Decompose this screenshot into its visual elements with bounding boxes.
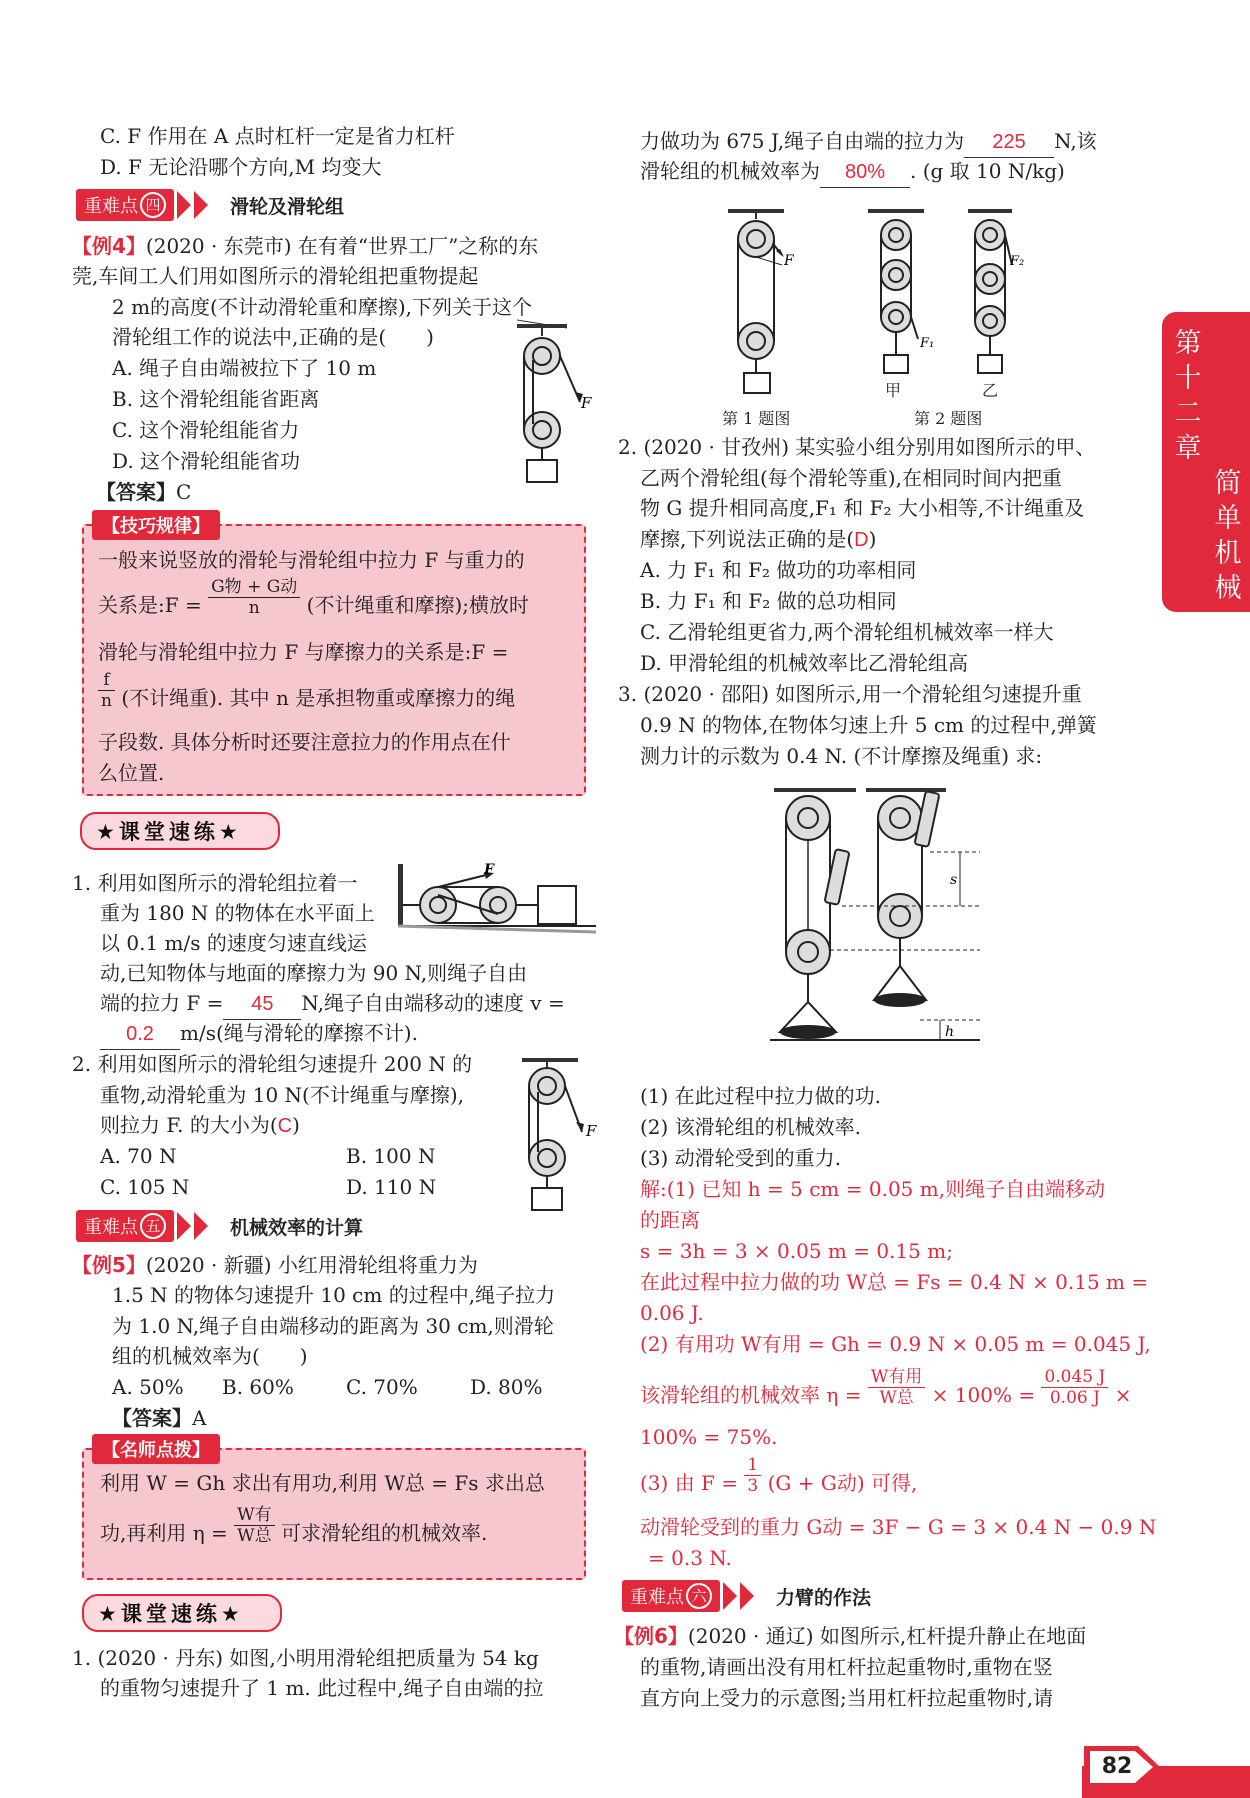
chevron-icon (177, 1212, 191, 1240)
tip1-line-2: 关系是:F = $\frac{\text{G物 + G动}}{n}$ (不计绳重和摩擦);横放时 (98, 577, 530, 618)
svg-text:F₂: F₂ (1010, 254, 1025, 269)
option-c-prev: C. F 作用在 A 点时杠杆一定是省力杠杆 (100, 124, 455, 148)
example-5-option-a: A. 50% (112, 1375, 184, 1399)
q2-option-b: B. 力 F₁ 和 F₂ 做的总功相同 (640, 589, 897, 613)
figure-caption-1: 第 1 题图 (722, 409, 791, 428)
example-5-line-2: 1.5 N 的物体匀速提升 10 cm 的过程中,绳子拉力 (112, 1283, 556, 1307)
p2-option-c: C. 105 N (100, 1175, 190, 1199)
p1-line-6: 0.2 m/s(绳与滑轮的摩擦不计). (100, 1018, 418, 1050)
example-5-line-1: 【例5】(2020 · 新疆) 小红用滑轮组将重力为 (72, 1253, 478, 1277)
section-tag: 重难点 四 (76, 189, 174, 221)
q2-line-4: 摩擦,下列说法正确的是(D) (640, 527, 877, 551)
pulley-figure-ex4 (505, 320, 595, 490)
sidebar-char: 单 (1214, 503, 1242, 534)
example-5-option-c: C. 70% (346, 1375, 418, 1399)
horizontal-pulley-figure (398, 860, 596, 940)
p1-line-3: 以 0.1 m/s 的速度匀速直线运 (100, 931, 367, 955)
chevron-icon (177, 191, 191, 219)
sidebar-char: 械 (1214, 573, 1242, 604)
example-5-option-d: D. 80% (470, 1375, 543, 1399)
example-5-option-b: B. 60% (222, 1375, 294, 1399)
q3-line-2: 0.9 N 的物体,在物体匀速上升 5 cm 的过程中,弹簧 (640, 713, 1097, 737)
page-number: 82 (1101, 1754, 1133, 1779)
q2-option-c: C. 乙滑轮组更省力,两个滑轮组机械效率一样大 (640, 620, 1054, 644)
sidebar-char: 章 (1174, 433, 1202, 464)
solution-line-5: 0.06 J. (640, 1301, 704, 1325)
p1-line-2: 重为 180 N 的物体在水平面上 (100, 901, 375, 925)
q3-ask-3: (3) 动滑轮受到的重力. (640, 1146, 842, 1170)
example-4-option-d: D. 这个滑轮组能省功 (112, 449, 301, 473)
tip2-line-2: 功,再利用 η = $\frac{\text{W有}}{\text{W总}}$ 可求滑轮组的机械效率. (100, 1505, 488, 1546)
q1-line-1: 1. (2020 · 丹东) 如图,小明用滑轮组把质量为 54 kg (72, 1646, 539, 1670)
tip-tag-2: 【名师点拨】 (92, 1434, 220, 1464)
example-4-line-3: 2 m的高度(不计动滑轮重和摩擦),下列关于这个 (112, 295, 533, 319)
tip2-line-1: 利用 W = Gh 求出有用功,利用 W总 = Fs 求出总 (100, 1471, 545, 1495)
tip1-line-3: 滑轮与滑轮组中拉力 F 与摩擦力的关系是:F = (98, 640, 509, 664)
sidebar-char: 十 (1174, 363, 1202, 394)
tip1-line-5: 子段数. 具体分析时还要注意拉力的作用点在什 (98, 730, 511, 754)
pulley-figure-p2 (510, 1052, 600, 1220)
section-tag: 重难点 六 (622, 1580, 720, 1612)
sidebar-char: 第 (1174, 328, 1202, 359)
p2-option-d: D. 110 N (346, 1175, 437, 1199)
section-header-6 (622, 1579, 871, 1613)
tip1-line-6: 么位置. (98, 761, 165, 785)
q3-line-3: 测力计的示数为 0.4 N. (不计摩擦及绳重) 求: (640, 744, 1043, 768)
sidebar-char: 简 (1214, 468, 1242, 499)
section-tag: 重难点 五 (76, 1210, 174, 1242)
solution-line-1: 解:(1) 已知 h = 5 cm = 0.05 m,则绳子自由端移动 (640, 1177, 1106, 1201)
example-4-line-1: 【例4】(2020 · 东莞市) 在有着“世界工厂”之称的东 (72, 234, 539, 258)
svg-text:F: F (586, 1122, 597, 1140)
q3-line-1: 3. (2020 · 邵阳) 如图所示,用一个滑轮组匀速提升重 (618, 682, 1082, 706)
example-4-option-a: A. 绳子自由端被拉下了 10 m (112, 356, 377, 380)
practice-banner-2: ★课堂速练★ (82, 1594, 282, 1632)
section-title: 机械效率的计算 (230, 1216, 364, 1239)
example-4-line-2: 莞,车间工人们用如图所示的滑轮组把重物提起 (72, 264, 479, 288)
example-5-answer: 【答案】A (112, 1406, 207, 1430)
q2-option-d: D. 甲滑轮组的机械效率比乙滑轮组高 (640, 651, 969, 675)
example-4-option-c: C. 这个滑轮组能省力 (112, 418, 300, 442)
svg-text:s: s (950, 872, 958, 888)
figure-label-jia: 甲 (885, 381, 902, 400)
figure-caption-2: 第 2 题图 (914, 409, 983, 428)
chapter-sidebar-tab (1162, 312, 1250, 612)
answer-blank: 0.2 (100, 1019, 180, 1050)
q1-cont-line-1: 力做功为 675 J,绳子自由端的拉力为 225 N,该 (640, 126, 1097, 158)
option-d-prev: D. F 无论沿哪个方向,M 均变大 (100, 155, 382, 179)
p2-option-a: A. 70 N (100, 1144, 177, 1168)
pulley-figures-q1-q2 (718, 205, 1025, 405)
q2-line-3: 物 G 提升相同高度,F₁ 和 F₂ 大小相等,不计绳重及 (640, 496, 1085, 520)
svg-text:F: F (484, 862, 494, 878)
sidebar-char: 二 (1174, 398, 1202, 429)
p1-line-5: 端的拉力 F = 45 N,绳子自由端移动的速度 v = (100, 988, 565, 1020)
q1-cont-line-2: 滑轮组的机械效率为 80% . (g 取 10 N/kg) (640, 156, 1065, 188)
q2-option-a: A. 力 F₁ 和 F₂ 做功的功率相同 (640, 558, 917, 582)
chevron-icon (194, 191, 208, 219)
p2-option-b: B. 100 N (346, 1144, 436, 1168)
tip1-line-4: $\frac{f}{n}$ (不计绳重). 其中 n 是承担物重或摩擦力的绳 (98, 683, 515, 713)
q1-line-2: 的重物匀速提升了 1 m. 此过程中,绳子自由端的拉 (100, 1676, 544, 1700)
q2-line-2: 乙两个滑轮组(每个滑轮等重),在相同时间内把重 (640, 466, 1062, 490)
chevron-icon (723, 1582, 737, 1610)
solution-line-3: s = 3h = 3 × 0.05 m = 0.15 m; (640, 1239, 953, 1263)
example-4-answer: 【答案】C (96, 480, 192, 504)
practice-banner-1: ★课堂速练★ (80, 812, 280, 850)
chevron-icon (194, 1212, 208, 1240)
svg-text:F: F (784, 253, 794, 269)
section-title: 力臂的作法 (776, 1586, 872, 1609)
example-4-line-4: 滑轮组工作的说法中,正确的是( ) (112, 325, 434, 349)
solution-part-3: (3) 由 F = $\frac{1}{3}$ (G + G动) 可得, (640, 1455, 918, 1496)
section-header-5 (76, 1209, 363, 1243)
answer-blank: 80% (820, 157, 910, 188)
p2-line-2: 重物,动滑轮重为 10 N(不计绳重与摩擦), (100, 1083, 464, 1107)
section-header-4 (76, 188, 344, 222)
example-6-line-3: 直方向上受力的示意图;当用杠杆拉起重物时,请 (640, 1686, 1054, 1710)
example-5-line-4: 组的机械效率为( ) (112, 1344, 308, 1368)
svg-text:h: h (945, 1024, 955, 1040)
q2-line-1: 2. (2020 · 甘孜州) 某实验小组分别用如图所示的甲、 (618, 435, 1096, 459)
example-4-option-b: B. 这个滑轮组能省距离 (112, 387, 320, 411)
solution-part-3-line-3: = 0.3 N. (648, 1546, 732, 1570)
example-5-line-3: 为 1.0 N,绳子自由端移动的距离为 30 cm,则滑轮 (112, 1314, 554, 1338)
solution-line-2: 的距离 (640, 1208, 700, 1232)
p2-line-1: 2. 利用如图所示的滑轮组匀速提升 200 N 的 (72, 1052, 473, 1076)
q3-ask-2: (2) 该滑轮组的机械效率. (640, 1115, 862, 1139)
solution-part-3-line-2: 动滑轮受到的重力 G动 = 3F − G = 3 × 0.4 N − 0.9 N (640, 1515, 1157, 1539)
example-6-line-1: 【例6】(2020 · 通辽) 如图所示,杠杆提升静止在地面 (614, 1624, 1087, 1648)
sidebar-char: 机 (1214, 538, 1242, 569)
solution-line-4: 在此过程中拉力做的功 W总 = Fs = 0.4 N × 0.15 m = (640, 1270, 1149, 1294)
p2-line-3: 则拉力 F. 的大小为(C) (100, 1113, 300, 1137)
solution-line-6: (2) 有用功 W有用 = Gh = 0.9 N × 0.05 m = 0.045 J, (640, 1332, 1151, 1356)
answer-blank: 45 (223, 989, 301, 1020)
q3-ask-1: (1) 在此过程中拉力做的功. (640, 1084, 882, 1108)
example-6-line-2: 的重物,请画出没有用杠杆拉起重物时,重物在竖 (640, 1655, 1053, 1679)
p1-line-4: 动,已知物体与地面的摩擦力为 90 N,则绳子自由 (100, 961, 528, 985)
solution-efficiency-2: 100% = 75%. (640, 1425, 778, 1449)
p1-line-1: 1. 利用如图所示的滑轮组拉着一 (72, 871, 358, 895)
solution-efficiency: 该滑轮组的机械效率 η = $\frac{\text{W有用}}{\text{W总}}$ × 100% = $\frac{0.045 J}{0.06 J}$ × (640, 1367, 1132, 1408)
chevron-icon (740, 1582, 754, 1610)
tip1-line-1: 一般来说竖放的滑轮与滑轮组中拉力 F 与重力的 (98, 548, 525, 572)
spring-scale-pulley-figure (770, 780, 990, 1070)
svg-text:F: F (581, 394, 592, 412)
svg-text:F₁: F₁ (920, 336, 935, 351)
figure-label-yi: 乙 (982, 381, 999, 400)
section-title: 滑轮及滑轮组 (230, 195, 345, 218)
tip-tag-1: 【技巧规律】 (92, 510, 220, 540)
answer-blank: 225 (964, 127, 1054, 158)
